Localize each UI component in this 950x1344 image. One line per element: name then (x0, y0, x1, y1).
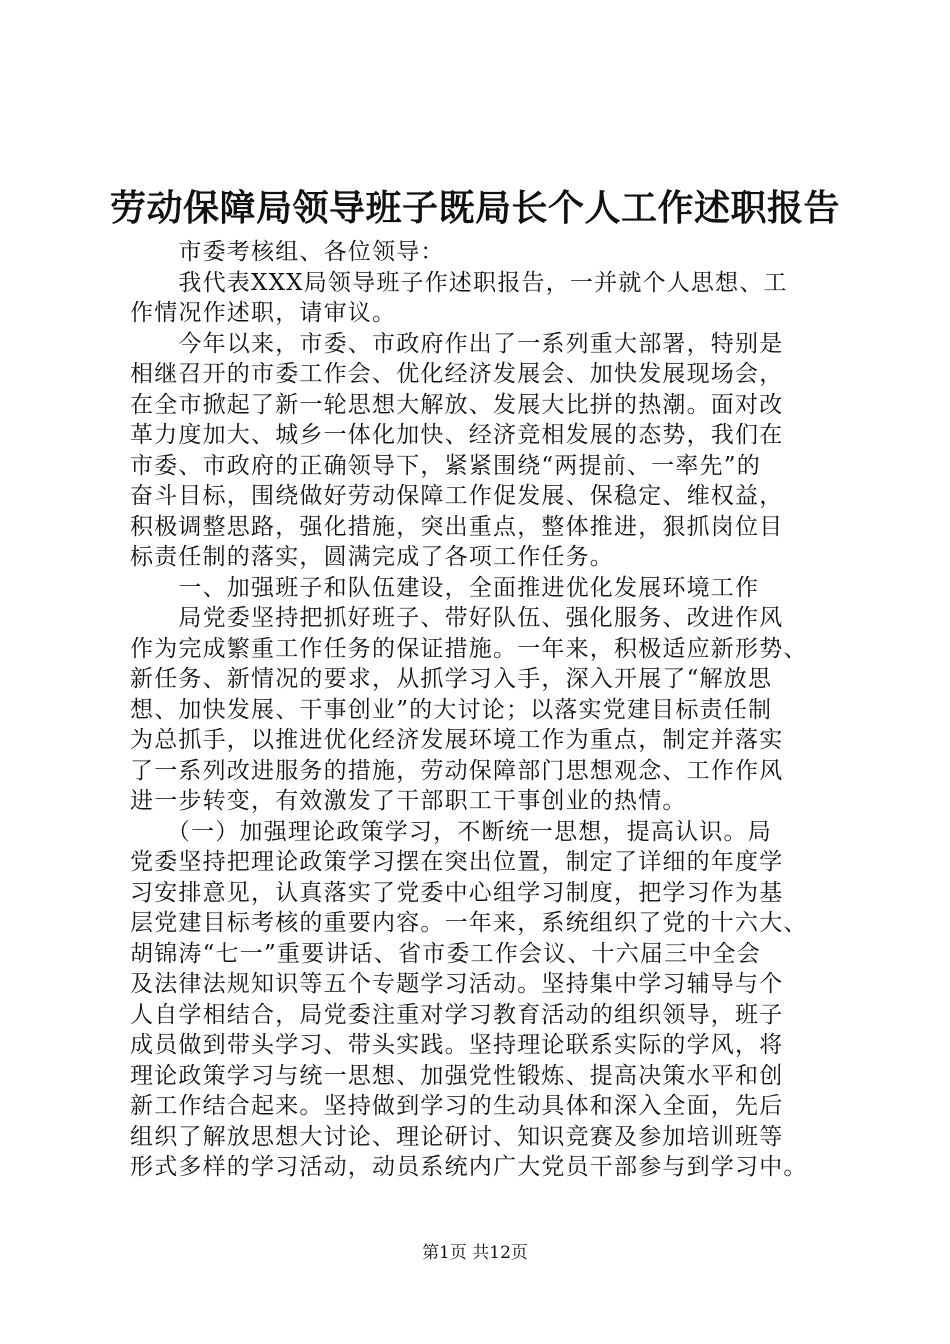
body-line: 革力度加大、城乡一体化加快、经济竞相发展的态势，我们在 (130, 422, 784, 448)
body-line: 今年以来，市委、市政府作出了一系列重大部署，特别是 (130, 330, 784, 357)
body-line: 胡锦涛“七一”重要讲话、省市委工作会议、十六届三中全会 (130, 940, 761, 967)
body-line: 成员做到带头学习、带头实践。坚持理论联系实际的学风，将 (130, 1032, 784, 1058)
body-line: 想、加快发展、干事创业”的大讨论；以落实党建目标责任制 (130, 696, 773, 723)
body-line: 为总抓手，以推进优化经济发展环境工作为重点，制定并落实 (130, 727, 784, 753)
body-line: 相继召开的市委工作会、优化经济发展会、加快发展现场会， (130, 361, 784, 387)
body-line: 组织了解放思想大讨论、理论研讨、知识竞赛及参加培训班等 (130, 1123, 784, 1150)
body-line: 局党委坚持把抓好班子、带好队伍、强化服务、改进作风 (130, 605, 784, 631)
body-line: 及法律法规知识等五个专题学习活动。坚持集中学习辅导与个 (130, 971, 784, 997)
body-line: 标责任制的落实，圆满完成了各项工作任务。 (130, 544, 614, 570)
body-line: 作情况作述职，请审议。 (130, 300, 397, 326)
body-line: 党委坚持把理论政策学习摆在突出位置，制定了详细的年度学 (130, 849, 784, 875)
body-line: 新任务、新情况的要求，从抓学习入手，深入开展了“解放思 (130, 666, 773, 692)
body-line: 我代表XXX局领导班子作述职报告，一并就个人思想、工 (130, 269, 788, 296)
body-line: 市委、市政府的正确领导下，紧紧围绕“两提前、一率先”的 (130, 452, 761, 479)
body-line: （一）加强理论政策学习，不断统一思想，提高认识。局 (130, 818, 772, 845)
document-title: 劳动保障局领导班子既局长个人工作述职报告 (109, 187, 840, 229)
body-line: 人自学相结合，局党委注重对学习教育活动的组织领导，班子 (130, 1001, 784, 1028)
body-line: 习安排意见，认真落实了党委中心组学习制度，把学习作为基 (130, 879, 784, 906)
body-line: 层党建目标考核的重要内容。一年来，系统组织了党的十六大、 (130, 910, 808, 936)
body-line: 奋斗目标，围绕做好劳动保障工作促发展、保稳定、维权益， (130, 483, 784, 509)
body-line: 理论政策学习与统一思想、加强党性锻炼、提高决策水平和创 (130, 1062, 784, 1089)
body-line: 了一系列改进服务的措施，劳动保障部门思想观念、工作作风 (130, 757, 784, 784)
body-line: 市委考核组、各位领导： (130, 239, 445, 265)
page-number: 第1页 共12页 (422, 1243, 528, 1263)
body-line: 作为完成繁重工作任务的保证措施。一年来，积极适应新形势、 (130, 635, 808, 662)
body-line: 进一步转变，有效激发了干部职工干事创业的热情。 (130, 788, 687, 814)
section-heading: 一、加强班子和队伍建设，全面推进优化发展环境工作 (130, 574, 760, 601)
document-body (130, 237, 830, 1183)
body-line: 在全市掀起了新一轮思想大解放、发展大比拼的热潮。面对改 (130, 391, 784, 418)
body-line: 新工作结合起来。坚持做到学习的生动具体和深入全面，先后 (130, 1093, 784, 1119)
body-line: 积极调整思路，强化措施，突出重点，整体推进，狠抓岗位目 (130, 513, 784, 540)
body-line: 形式多样的学习活动，动员系统内广大党员干部参与到学习中。 (130, 1154, 808, 1180)
